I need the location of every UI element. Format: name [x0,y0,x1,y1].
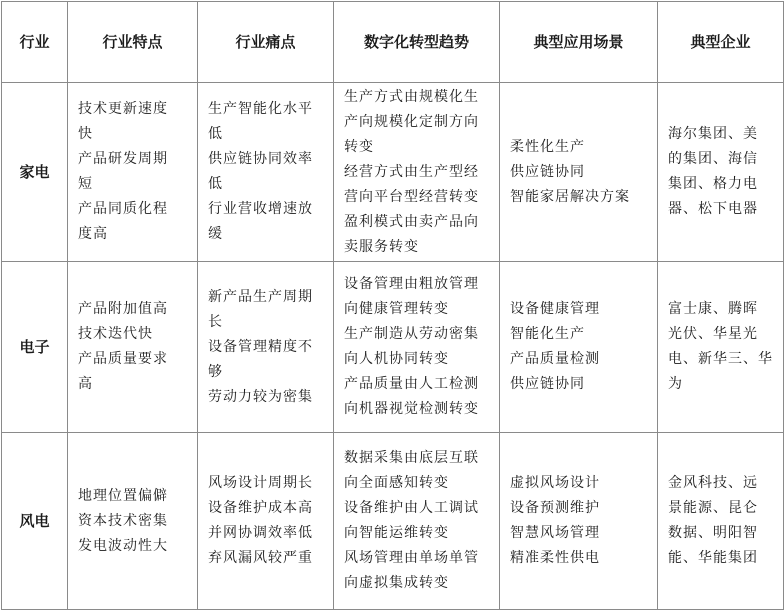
cell-line: 短 [78,176,93,192]
cell-line: 高 [78,376,93,392]
scenarios-cell [500,433,658,610]
cell-line: 资本技术密集 [78,512,168,529]
cell-line: 发电波动性大 [78,537,168,554]
table-row [2,433,784,610]
cell-line: 产品质量要求 [78,351,168,367]
header-scenarios: 典型应用场景 [500,2,658,83]
cell-line: 快 [78,126,93,142]
cell-line: 低 [208,176,223,192]
cell-line: 设备管理由粗放管理 [344,276,479,292]
cell-line: 精准柔性供电 [510,550,600,566]
cell-line: 新产品生产周期 [208,288,313,305]
cell-line: 柔性化生产 [510,138,585,155]
cell-line: 技术迭代快 [78,326,153,342]
cell-line: 长 [208,313,223,330]
cell-line: 营向平台型经营转变 [344,188,479,205]
cell-line: 地理位置偏僻 [78,487,168,504]
cell-line: 产品研发周期 [78,151,168,167]
cell-line: 够 [208,363,223,380]
industry-cell: 电子 [2,262,68,433]
cell-line: 能、华能集团 [668,550,758,566]
cell-line: 风场管理由单场单管 [344,550,479,566]
scenarios-cell [500,83,658,262]
cell-line: 度高 [78,226,108,242]
cell-line: 产品同质化程 [78,201,168,217]
pain-points-cell [198,83,334,262]
cell-line: 生产制造从劳动密集 [344,326,479,342]
cell-line: 金风科技、远 [668,475,758,491]
cell-line: 设备维护由人工调试 [344,500,479,516]
industry-table [1,1,784,610]
cell-line: 转变 [344,138,374,155]
cell-line: 设备预测维护 [510,500,600,516]
cell-line: 向机器视觉检测转变 [344,401,479,417]
cell-line: 经营方式由生产型经 [344,163,479,180]
industry-cell: 风电 [2,433,68,610]
cell-line: 海尔集团、美 [668,126,758,142]
pain-points-cell [198,433,334,610]
features-cell [68,262,198,433]
cell-line: 产品质量检测 [510,351,600,367]
cell-line: 智能家居解决方案 [510,188,630,205]
cell-line: 生产方式由规模化生 [344,88,479,105]
cell-line: 供应链协同效率 [208,151,313,167]
cell-line: 景能源、昆仑 [668,500,758,516]
header-industry: 行业 [2,2,68,83]
cell-line: 产品质量由人工检测 [344,376,479,392]
features-cell [68,83,198,262]
header-trends: 数字化转型趋势 [334,2,500,83]
cell-line: 产品附加值高 [78,301,168,317]
cell-line: 虚拟风场设计 [510,475,600,491]
cell-line: 劳动力较为密集 [208,388,313,405]
header-row [2,2,784,83]
cell-line: 缓 [208,226,223,242]
cell-line: 的集团、海信 [668,151,758,167]
cell-line: 风场设计周期长 [208,475,313,491]
companies-cell [658,262,784,433]
scenarios-cell [500,262,658,433]
table-row [2,262,784,433]
header-pain-points: 行业痛点 [198,2,334,83]
cell-line: 卖服务转变 [344,238,419,255]
cell-line: 为 [668,376,683,392]
cell-line: 盈利模式由卖产品向 [344,213,479,230]
cell-line: 产向规模化定制方向 [344,113,479,130]
trends-cell [334,83,500,262]
features-cell [68,433,198,610]
companies-cell [658,433,784,610]
cell-line: 行业营收增速放 [208,201,313,217]
cell-line: 设备健康管理 [510,301,600,317]
cell-line: 供应链协同 [510,376,585,392]
cell-line: 设备管理精度不 [208,338,313,355]
cell-line: 生产智能化水平 [208,101,313,117]
cell-line: 向人机协同转变 [344,351,449,367]
header-features: 行业特点 [68,2,198,83]
cell-line: 数据、明阳智 [668,525,758,541]
cell-line: 技术更新速度 [78,101,168,117]
cell-line: 低 [208,126,223,142]
cell-line: 集团、格力电 [668,176,758,192]
cell-line: 智慧风场管理 [510,525,600,541]
cell-line: 数据采集由底层互联 [344,450,479,466]
header-companies: 典型企业 [658,2,784,83]
cell-line: 并网协调效率低 [208,525,313,541]
cell-line: 光伏、华星光 [668,326,758,342]
cell-line: 电、新华三、华 [668,351,773,367]
companies-cell [658,83,784,262]
cell-line: 设备维护成本高 [208,500,313,516]
cell-line: 富士康、腾晖 [668,301,758,317]
cell-line: 智能化生产 [510,326,585,342]
cell-line: 向全面感知转变 [344,475,449,491]
cell-line: 向虚拟集成转变 [344,575,449,591]
table-row [2,83,784,262]
cell-line: 向健康管理转变 [344,301,449,317]
pain-points-cell [198,262,334,433]
industry-cell: 家电 [2,83,68,262]
cell-line: 向智能运维转变 [344,525,449,541]
cell-line: 器、松下电器 [668,201,758,217]
cell-line: 弃风漏风较严重 [208,550,313,566]
cell-line: 供应链协同 [510,163,585,180]
trends-cell [334,262,500,433]
trends-cell [334,433,500,610]
